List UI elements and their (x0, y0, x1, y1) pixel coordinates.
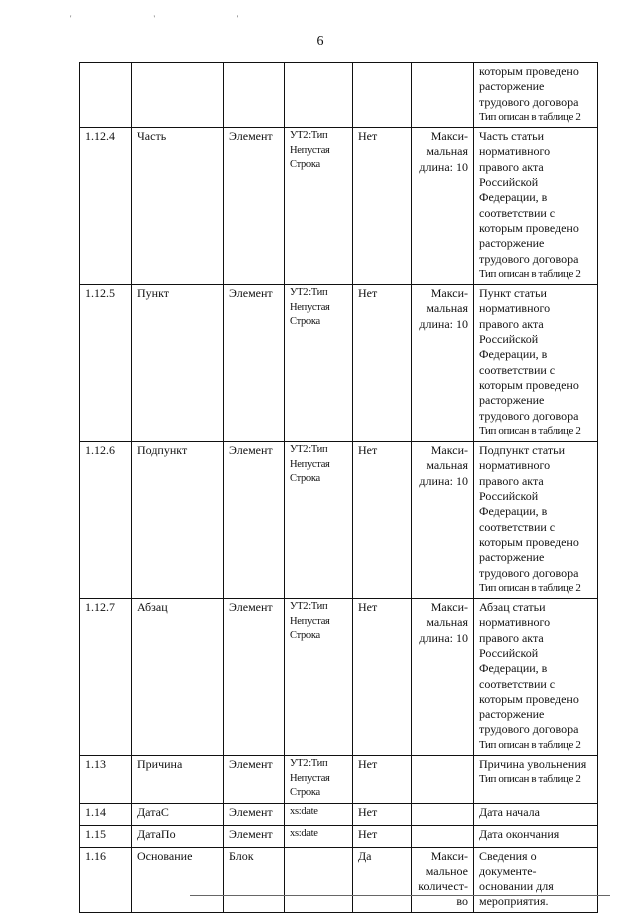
required-flag: Нет (353, 285, 412, 442)
table-row (80, 756, 598, 804)
element-description-cell (474, 756, 598, 804)
table-row (80, 599, 598, 756)
table-row (80, 128, 598, 285)
row-number: 1.15 (80, 825, 132, 847)
table-row (80, 825, 598, 847)
element-constraint (412, 756, 474, 804)
table-row (80, 847, 598, 912)
element-format: УТ2:Тип Непустая Строка (285, 756, 353, 804)
element-description: Причина увольнения (479, 757, 587, 772)
element-name: Основание (132, 847, 224, 912)
element-format: УТ2:Тип Непустая Строка (285, 442, 353, 599)
element-constraint: Макси- мальное количест- во (412, 847, 474, 912)
element-kind: Блок (224, 847, 285, 912)
table-row (80, 442, 598, 599)
element-description-cell (474, 128, 598, 285)
table-row (80, 285, 598, 442)
element-constraint: Макси- мальная длина: 10 (412, 285, 474, 442)
required-flag: Нет (353, 442, 412, 599)
row-number: 1.13 (80, 756, 132, 804)
row-number: 1.12.5 (80, 285, 132, 442)
element-constraint (412, 825, 474, 847)
table-row (80, 63, 598, 128)
element-name: Причина (132, 756, 224, 804)
type-reference-note: Тип описан в таблице 2 (479, 581, 581, 594)
element-description-cell (474, 442, 598, 599)
element-format: УТ2:Тип Непустая Строка (285, 599, 353, 756)
element-description-cell (474, 803, 598, 825)
required-flag: Да (353, 847, 412, 912)
element-description: Подпункт статьи нормативного правого акта Российской Федерации, в соответствии с которым проведено расторжение трудового договора (479, 443, 579, 580)
element-description: Дата окончания (479, 826, 560, 841)
required-flag: Нет (353, 756, 412, 804)
element-description-cell (474, 63, 598, 128)
element-name: ДатаС (132, 803, 224, 825)
row-number: 1.12.4 (80, 128, 132, 285)
element-description: Часть статьи нормативного правого акта Российской Федерации, в соответствии с которым проведено расторжение трудового договора (479, 129, 579, 266)
element-format: xs:date (285, 825, 353, 847)
element-kind: Элемент (224, 756, 285, 804)
table-row (80, 803, 598, 825)
element-description-cell (474, 599, 598, 756)
element-description: Пункт статьи нормативного правого акта Российской Федерации, в соответствии с которым проведено расторжение трудового договора (479, 286, 579, 423)
element-format: УТ2:Тип Непустая Строка (285, 285, 353, 442)
element-name: ДатаПо (132, 825, 224, 847)
element-constraint (412, 803, 474, 825)
element-spec-table (79, 62, 598, 913)
element-format (285, 847, 353, 912)
required-flag: Нет (353, 825, 412, 847)
element-name: Часть (132, 128, 224, 285)
element-kind: Элемент (224, 128, 285, 285)
element-name (132, 63, 224, 128)
element-constraint: Макси- мальная длина: 10 (412, 128, 474, 285)
page-number: 6 (316, 34, 324, 49)
type-reference-note: Тип описан в таблице 2 (479, 424, 581, 437)
element-description-cell (474, 285, 598, 442)
element-kind: Элемент (224, 285, 285, 442)
row-number: 1.12.7 (80, 599, 132, 756)
element-kind: Элемент (224, 825, 285, 847)
element-description-cell (474, 847, 598, 912)
row-number: 1.16 (80, 847, 132, 912)
element-description: которым проведено расторжение трудового договора (479, 64, 579, 109)
type-reference-note: Тип описан в таблице 2 (479, 110, 581, 123)
element-description-cell (474, 825, 598, 847)
element-description: Сведения о документе- основании для мероприятия. (479, 848, 554, 909)
type-reference-note: Тип описан в таблице 2 (479, 267, 581, 280)
element-format: xs:date (285, 803, 353, 825)
required-flag (353, 63, 412, 128)
row-number: 1.12.6 (80, 442, 132, 599)
element-constraint: Макси- мальная длина: 10 (412, 442, 474, 599)
page-bottom-edge (190, 895, 610, 896)
required-flag: Нет (353, 599, 412, 756)
element-constraint: Макси- мальная длина: 10 (412, 599, 474, 756)
element-kind (224, 63, 285, 128)
element-name: Абзац (132, 599, 224, 756)
element-constraint (412, 63, 474, 128)
element-description: Дата начала (479, 804, 540, 819)
element-format (285, 63, 353, 128)
element-kind: Элемент (224, 803, 285, 825)
row-number: 1.14 (80, 803, 132, 825)
type-reference-note: Тип описан в таблице 2 (479, 738, 581, 751)
required-flag: Нет (353, 128, 412, 285)
required-flag: Нет (353, 803, 412, 825)
element-name: Пункт (132, 285, 224, 442)
row-number (80, 63, 132, 128)
type-reference-note: Тип описан в таблице 2 (479, 773, 581, 786)
element-description: Абзац статьи нормативного правого акта Российской Федерации, в соответствии с которым проведено расторжение трудового договора (479, 600, 579, 737)
element-kind: Элемент (224, 599, 285, 756)
element-format: УТ2:Тип Непустая Строка (285, 128, 353, 285)
element-kind: Элемент (224, 442, 285, 599)
scan-marks: ' ' ' (70, 14, 279, 23)
element-name: Подпункт (132, 442, 224, 599)
